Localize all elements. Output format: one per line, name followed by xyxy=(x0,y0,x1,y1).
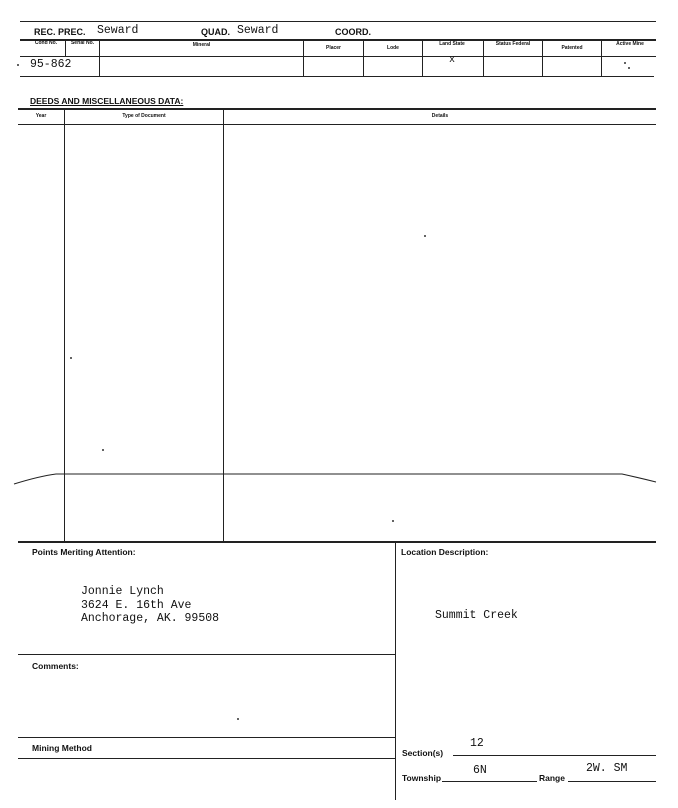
land-state-mark: x xyxy=(449,55,456,66)
section-value: 12 xyxy=(470,737,484,750)
col-cond-no: Cond No. xyxy=(34,40,58,46)
quad-label: QUAD. xyxy=(201,27,230,37)
col-mineral: Mineral xyxy=(192,42,211,48)
section-line xyxy=(453,755,656,756)
claims-divider xyxy=(422,40,423,76)
quad-value: Seward xyxy=(237,24,279,37)
range-value: 2W. SM xyxy=(586,762,628,775)
claims-table-bottom xyxy=(20,76,654,77)
claims-table-top xyxy=(20,39,656,41)
specks xyxy=(70,357,72,359)
range-label: Range xyxy=(539,773,565,783)
top-border xyxy=(20,21,656,22)
col-land-state: Land State xyxy=(439,41,465,47)
bottom-section-top xyxy=(18,541,656,543)
specks xyxy=(624,62,626,64)
mining-top xyxy=(18,737,395,738)
specks xyxy=(392,520,394,522)
col-year: Year xyxy=(35,113,47,119)
township-value: 6N xyxy=(473,764,487,777)
specks xyxy=(102,449,104,451)
rec-prec-value: Seward xyxy=(97,24,139,37)
comments-top xyxy=(18,654,395,655)
col-details: Details xyxy=(431,113,449,119)
specks xyxy=(237,718,239,720)
deeds-table-top xyxy=(18,108,656,110)
col-status-federal: Status Federal xyxy=(495,41,531,47)
location-value: Summit Creek xyxy=(435,609,518,622)
location-label: Location Description: xyxy=(401,547,489,557)
specks xyxy=(424,235,426,237)
rec-prec-label: REC. PREC. xyxy=(34,27,86,37)
range-line xyxy=(568,781,656,782)
col-type-of-document: Type of Document xyxy=(122,113,166,119)
mining-method-label: Mining Method xyxy=(32,743,92,753)
col-serial-no: Serial No. xyxy=(70,40,95,46)
claims-divider xyxy=(601,40,602,76)
col-patented: Patented xyxy=(561,45,583,51)
township-label: Township xyxy=(402,773,442,783)
township-line xyxy=(442,781,537,782)
specks xyxy=(17,64,19,66)
claims-table-header-bottom xyxy=(20,56,656,57)
deeds-title: DEEDS AND MISCELLANEOUS DATA: xyxy=(30,96,184,106)
points-line-3: Anchorage, AK. 99508 xyxy=(81,612,220,625)
points-label: Points Meriting Attention: xyxy=(32,547,136,557)
points-line-1: Jonnie Lynch xyxy=(81,585,164,598)
bottom-section-divider xyxy=(395,542,396,800)
col-lode: Lode xyxy=(387,45,399,51)
points-line-2: 3624 E. 16th Ave xyxy=(81,599,192,612)
section-label: Section(s) xyxy=(402,748,444,758)
deeds-header-bottom xyxy=(18,124,656,125)
specks xyxy=(628,67,630,69)
claims-divider xyxy=(483,40,484,76)
fold-line xyxy=(0,462,678,492)
mining-bottom xyxy=(18,758,395,759)
cond-no-value: 95-862 xyxy=(30,58,72,71)
comments-label: Comments: xyxy=(32,661,79,671)
coord-label: COORD. xyxy=(335,27,371,37)
col-active-mine: Active Mine xyxy=(616,41,644,47)
col-placer: Placer xyxy=(325,45,341,51)
